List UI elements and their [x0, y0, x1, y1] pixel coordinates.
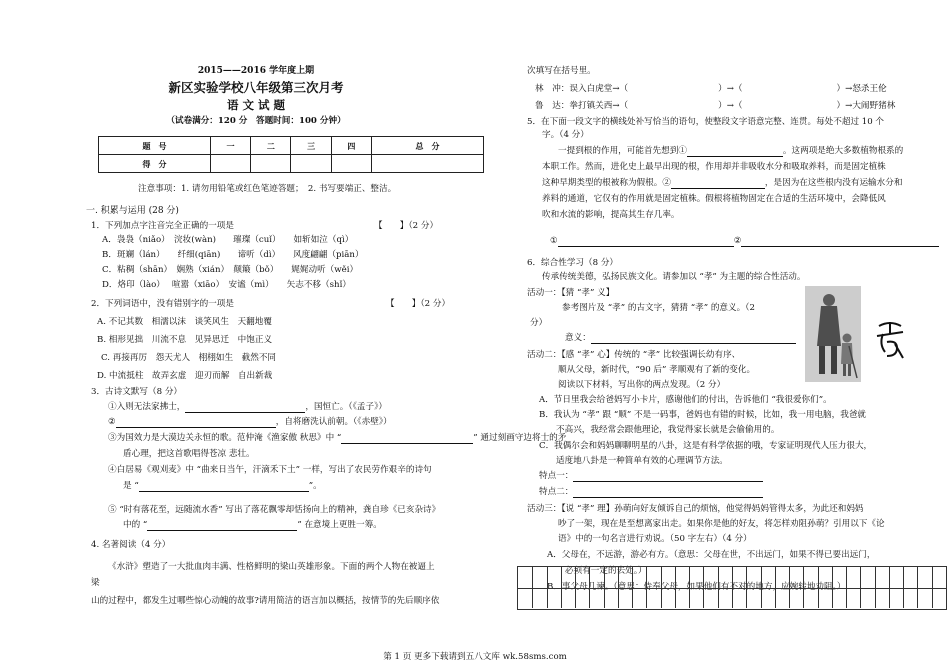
activity-1-prompt-cont: 分）	[530, 318, 548, 328]
feature-2-line	[539, 487, 763, 498]
grid-cell-divider	[689, 567, 690, 588]
notice: 注意事项：1. 请勿用铅笔或红色笔迹答题； 2. 书写要端正、整洁。	[138, 184, 397, 194]
q3-line3-suffix: ” 通过刻画守边将士的矛	[473, 433, 567, 443]
q4-paragraph-2: 梁	[91, 578, 100, 588]
grid-cell-divider	[547, 588, 548, 608]
activity-3-title: 活动三：【说 “孝” 理】孙萌向好友倾诉自己的烦恼，他觉得妈妈管得太多，为此还和妈妈	[527, 504, 864, 514]
grid-cell-divider	[775, 588, 776, 608]
score-cell[interactable]	[331, 155, 371, 173]
score-row-label: 得 分	[99, 155, 211, 173]
score-header-cell: 二	[251, 137, 291, 155]
seal-script-glyph	[873, 318, 907, 362]
exam-info: （试卷满分：120 分 答题时间：100 分钟）	[166, 116, 346, 126]
q3-line4-suffix: ”。	[308, 481, 322, 491]
lu-da-mid: ）→（	[718, 101, 743, 111]
q3-blank-3[interactable]	[341, 443, 473, 444]
answer-writing-grid[interactable]	[517, 566, 947, 610]
feature-1-label: 特点一：	[539, 471, 574, 481]
q5-answer-line	[550, 236, 939, 247]
grid-cell-divider	[903, 588, 904, 608]
grid-cell-divider	[589, 567, 590, 588]
subject-title: 语 文 试 题	[226, 98, 285, 112]
quote-option-a: A．父母在，不远游，游必有方。（意思：父母在世，不出远门，如果不得已要出远门，	[547, 550, 876, 560]
q5-answer-2-field[interactable]	[741, 246, 939, 247]
grid-cell-divider	[632, 567, 633, 588]
grid-cell-divider	[789, 588, 790, 608]
grid-cell-divider	[917, 567, 918, 588]
q1-stem: 1．下列加点字注音完全正确的一项是	[91, 221, 234, 231]
feature-1-line	[539, 471, 763, 482]
q5-paragraph-line-5: 吹和水流的影响，提高其生存几率。	[542, 210, 680, 220]
q5-paragraph-line-3	[542, 178, 902, 189]
q3-line3	[108, 433, 566, 444]
lin-chong-prefix: 林 冲：误入白虎堂→（	[535, 84, 629, 94]
q4-paragraph-3: 山的过程中，都发生过哪些惊心动魄的故事?请用简洁的语言加以概括，按情节的先后顺序依	[91, 596, 440, 606]
grid-cell-divider	[575, 567, 576, 588]
quote-option-b: B．事父母几谏。（意思：侍奉父母，如果他们有不对的地方，应婉转地劝阻。）	[547, 582, 846, 592]
q4-paragraph-1: 《水浒》塑造了一大批血肉丰满、性格鲜明的梁山英雄形象。下面的两个人物在被逼上	[108, 562, 435, 572]
q3-line1-suffix: ，国恒亡。（《孟子》）	[305, 402, 387, 412]
q4-continuation: 次填写在括号里。	[527, 66, 596, 76]
material-c-cont: 适度地八卦是一种简单有效的心理调节方法。	[556, 456, 728, 466]
quote-option-a-cont: 必须有一定的去处。）	[565, 566, 647, 576]
score-header-cell: 一	[210, 137, 250, 155]
grid-cell-divider	[732, 588, 733, 608]
score-header-cell: 题 号	[99, 137, 211, 155]
year-line: 2015——2016 学年度上期	[197, 66, 315, 76]
grid-cell-divider	[846, 567, 847, 588]
q5-line3-suffix: ，是因为在这些根内没有运输水分和	[764, 178, 903, 188]
q1-option-b: B．斑斓（lán） 纤细(qiān) 谛听（dì） 风度翩翩（piān）	[102, 250, 364, 260]
grid-cell-divider	[718, 567, 719, 588]
q5-paragraph-line-1	[558, 146, 903, 157]
q1-option-d: D．烙印（lào） 喧嚣（xiāo） 安谧（mì） 矢志不移（shǐ）	[102, 280, 351, 290]
q6-intro: 传承传统美德，弘扬民族文化。请参加以 “孝” 为主题的综合性活动。	[542, 272, 806, 282]
q3-line2-prefix: ②	[108, 417, 116, 427]
grid-cell-divider	[775, 567, 776, 588]
grid-cell-divider	[761, 567, 762, 588]
grid-cell-divider	[818, 567, 819, 588]
q5-line1-prefix: 一提到根的作用，可能首先想到①	[558, 146, 687, 156]
grid-cell-divider	[860, 588, 861, 608]
q3-line5: ⑤ “时有落花至，远随流水香” 写出了落花飘零却恬扬向上的精神，龚自珍《已亥杂诗》	[108, 505, 441, 515]
grid-cell-divider	[903, 567, 904, 588]
score-cell[interactable]	[291, 155, 331, 173]
q3-blank-5[interactable]	[147, 530, 297, 531]
meaning-line	[565, 333, 796, 344]
lin-chong-suffix: ）→怒杀王伦	[836, 84, 887, 94]
q2-option-d: D. 中流抵柱 故弄玄虚 迎刃而解 自出新裁	[97, 371, 273, 381]
grid-cell-divider	[889, 567, 890, 588]
grid-cell-divider	[803, 567, 804, 588]
elder-and-child-illustration	[805, 286, 861, 382]
grid-cell-divider	[604, 567, 605, 588]
score-cell[interactable]	[210, 155, 250, 173]
q5-line1-suffix: 。这两项是绝大多数植物根系的	[782, 146, 904, 156]
lin-chong-mid: ）→（	[718, 84, 743, 94]
grid-cell-divider	[618, 588, 619, 608]
feature-1-field[interactable]	[573, 481, 763, 482]
q3-line1-prefix: ①入则无法家拂士，	[108, 402, 186, 412]
q3-blank-4[interactable]	[139, 491, 309, 492]
lu-da-line	[535, 101, 895, 112]
material-c: C．我偶尔会和妈妈聊聊明星的八卦，这是有科学依据的哦，专家证明现代人压力很大，	[539, 441, 873, 451]
activity-2-intro: 顺从父母，新时代，“90 后” 孝顺观有了新的变化。	[558, 365, 756, 375]
score-header-cell: 总 分	[372, 137, 484, 155]
grid-cell-divider	[789, 567, 790, 588]
grid-cell-divider	[875, 567, 876, 588]
grid-cell-divider	[818, 588, 819, 608]
grid-cell-divider	[932, 588, 933, 608]
grid-cell-divider	[889, 588, 890, 608]
grid-cell-divider	[675, 567, 676, 588]
q3-line4-cont	[123, 481, 322, 492]
grid-cell-divider	[746, 588, 747, 608]
q6-stem: 6．综合性学习（8 分）	[527, 258, 619, 268]
elder-and-child-drawing	[805, 286, 861, 382]
grid-cell-divider	[675, 588, 676, 608]
activity-1-title: 活动一：【猜 “孝” 义】	[527, 288, 615, 298]
q3-line5-suffix: ” 在意境上更胜一筹。	[297, 520, 382, 530]
score-table-header-row	[99, 137, 484, 155]
q1-option-c: C．粘稠（shān） 娴熟（xián） 颠簸（bǒ） 娓娓动听（wěi）	[102, 265, 359, 275]
q3-line3-cont: 盾心理，把这首歌唱得苍凉 悲壮。	[123, 449, 255, 459]
grid-cell-divider	[875, 588, 876, 608]
grid-cell-divider	[832, 588, 833, 608]
lin-chong-line	[535, 84, 887, 95]
grid-cell-divider	[646, 567, 647, 588]
grid-cell-divider	[703, 567, 704, 588]
q2-stem: 2．下列词语中，没有错别字的一项是	[91, 299, 234, 309]
q2-answer-bracket[interactable]: 【 】（2 分）	[386, 299, 451, 309]
q5-stem-cont: 字。（4 分）	[542, 130, 589, 140]
lu-da-suffix: ）→大闹野猪林	[836, 101, 896, 111]
q3-stem: 3．古诗文默写（8 分）	[91, 387, 183, 397]
grid-cell-divider	[661, 588, 662, 608]
score-header-cell: 四	[331, 137, 371, 155]
grid-cell-divider	[732, 567, 733, 588]
section1-title: 一. 积累与运用 (28 分)	[86, 206, 179, 216]
ancient-xiao-character-icon	[873, 318, 907, 362]
q5-line3-prefix: 这种早期类型的根被称为假根。②	[542, 178, 671, 188]
q5-paragraph-line-2: 本职工作。然而，进化史上最早出现的根，作用却并非吸收水分和吸取养料，而是固定植株	[542, 162, 886, 172]
feature-2-label: 特点二：	[539, 487, 574, 497]
grid-cell-divider	[646, 588, 647, 608]
score-cell[interactable]	[251, 155, 291, 173]
q3-line1	[108, 402, 387, 413]
q5-answer-1-field[interactable]	[558, 246, 734, 247]
grid-cell-divider	[575, 588, 576, 608]
grid-cell-divider	[532, 567, 533, 588]
score-table-score-row	[99, 155, 484, 173]
q3-blank-1[interactable]	[185, 412, 305, 413]
q2-option-b: B. 相形见拙 川流不息 见异思迁 中饱正义	[97, 335, 273, 345]
page-footer: 第 1 页 更多下载请到五八文库 wk.58sms.com	[383, 652, 567, 662]
q2-option-a: A. 不记其数 相濡以沫 谈笑风生 天翻地覆	[97, 317, 272, 327]
grid-cell-divider	[561, 588, 562, 608]
grid-cell-divider	[846, 588, 847, 608]
q2-option-c: C. 再接再厉 怨天尤人 栩栩如生 截然不同	[101, 353, 277, 363]
q5-paragraph-line-4: 养料的通道，它仅有的作用就是固定植株。假根将植物固定在合适的生活环境中，会降低风	[542, 194, 886, 204]
activity-1-prompt: 参考图片及 “孝” 的古文字，猜猜 “孝” 的意义。（2	[562, 303, 755, 313]
activity-3-task: 语》中的一句名言进行劝说。（50 字左右）（4 分）	[558, 534, 752, 544]
q5-answer-2-label: ②	[733, 236, 742, 246]
q5-stem: 5．在下面一段文字的横线处补写恰当的语句，使整段文字语意完整、连贯。每处不超过 10 个	[527, 117, 885, 127]
q4-stem: 4. 名著阅读（4 分）	[91, 540, 171, 550]
q3-line4: ④白居易《观刈麦》中 “曲来日当午，汗滴禾下土” 一样，写出了农民劳作艰辛的诗句	[108, 465, 432, 475]
grid-cell-divider	[860, 567, 861, 588]
material-b-cont: 不高兴，我经常会跟他理论，我觉得家长就是会偷偷用的。	[556, 425, 780, 435]
activity-2-task: 阅读以下材料，写出你的两点发现。（2 分）	[558, 380, 726, 390]
material-b: B．我认为 “孝” 跟 “顺” 不是一码事，爸妈也有错的时候，比如，我一用电脑，我爸就	[539, 410, 867, 420]
q5-blank-2[interactable]	[671, 188, 765, 189]
meaning-field[interactable]	[591, 343, 796, 344]
material-a: A．节日里我会给爸妈写小卡片，感谢他们的付出，告诉他们 “我很爱你们”。	[539, 395, 832, 405]
q1-option-a: A．袅袅（niǎo） 浣妆(wàn) 璀璨（cuǐ） 如斩如泣（qì）	[102, 235, 354, 245]
q5-blank-1[interactable]	[687, 156, 783, 157]
lu-da-prefix: 鲁 达：拳打镇关西→（	[535, 101, 629, 111]
score-table	[98, 136, 484, 173]
grid-cell-divider	[746, 567, 747, 588]
feature-2-field[interactable]	[573, 497, 763, 498]
activity-2-title: 活动二：【感 “孝” 心】传统的 “孝” 比较强调长幼有序、	[527, 350, 741, 360]
grid-cell-divider	[703, 588, 704, 608]
grid-cell-divider	[689, 588, 690, 608]
grid-cell-divider	[832, 567, 833, 588]
grid-cell-divider	[917, 588, 918, 608]
q3-line2	[108, 417, 392, 428]
grid-cell-divider	[532, 588, 533, 608]
grid-cell-divider	[547, 567, 548, 588]
grid-cell-divider	[718, 588, 719, 608]
grid-cell-divider	[632, 588, 633, 608]
q3-line5-prefix: 中的 “	[123, 520, 148, 530]
activity-3-text: 吵了一架，现在是至想离家出走。如果你是他的好友，将怎样劝阻孙萌？引用以下《论	[558, 519, 885, 529]
q3-line3-prefix: ③为国效力是大漠边关永恒的歌。范仲淹《渔家傲 秋思》中 “	[108, 433, 342, 443]
q1-answer-bracket[interactable]: 【 】（2 分）	[374, 221, 439, 231]
grid-cell-divider	[803, 588, 804, 608]
q3-line5-cont	[123, 520, 382, 531]
q3-line4-prefix: 是 “	[123, 481, 139, 491]
grid-cell-divider	[618, 567, 619, 588]
grid-cell-divider	[661, 567, 662, 588]
q5-answer-1-label: ①	[550, 236, 558, 246]
grid-cell-divider	[561, 567, 562, 588]
q3-line2-suffix: ，自将磨洗认前朝。（《赤壁》）	[275, 417, 392, 427]
grid-cell-divider	[761, 588, 762, 608]
grid-cell-divider	[604, 588, 605, 608]
q3-blank-2[interactable]	[116, 427, 276, 428]
grid-cell-divider	[589, 588, 590, 608]
meaning-label: 意义：	[565, 333, 591, 343]
exam-title: 新区实验学校八年级第三次月考	[168, 80, 344, 95]
grid-cell-divider	[932, 567, 933, 588]
score-header-cell: 三	[291, 137, 331, 155]
score-cell[interactable]	[372, 155, 484, 173]
